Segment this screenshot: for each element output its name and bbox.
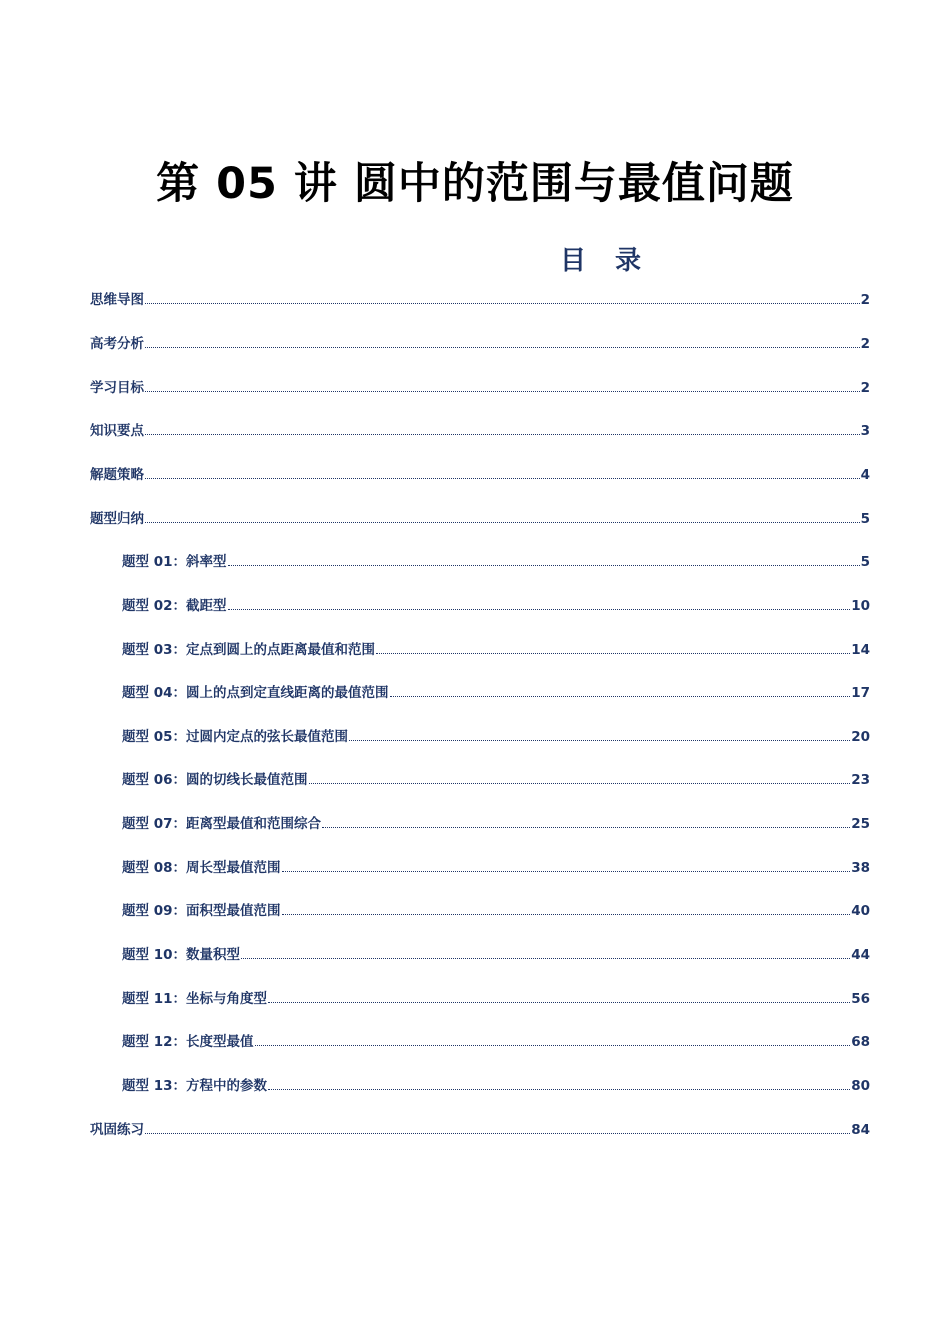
toc-entry-page: 44 bbox=[851, 947, 870, 963]
toc-entry-label: 巩固练习 bbox=[90, 1122, 144, 1138]
toc-entry-label: 思维导图 bbox=[90, 292, 144, 308]
toc-entry-label: 题型 02：截距型 bbox=[122, 598, 227, 614]
toc-entry-page: 2 bbox=[860, 336, 870, 352]
toc-entry-label: 题型 01：斜率型 bbox=[122, 554, 227, 570]
toc-leader bbox=[145, 303, 860, 304]
toc-entry-label: 学习目标 bbox=[90, 380, 144, 396]
toc-entry-label: 题型 10：数量积型 bbox=[122, 947, 240, 963]
toc-entry-page: 40 bbox=[851, 903, 870, 919]
toc-entry-page: 23 bbox=[851, 772, 870, 788]
toc-entry-exam-analysis[interactable] bbox=[90, 332, 870, 352]
toc-entry-strategies[interactable] bbox=[90, 463, 870, 483]
toc-entry-label: 解题策略 bbox=[90, 467, 144, 483]
toc-leader bbox=[268, 1002, 850, 1003]
toc-leader bbox=[145, 391, 860, 392]
toc-leader bbox=[282, 914, 851, 915]
toc-entry-type-12[interactable] bbox=[122, 1030, 870, 1050]
toc-entry-label: 题型 12：长度型最值 bbox=[122, 1034, 254, 1050]
toc-leader bbox=[228, 609, 851, 610]
toc-leader bbox=[145, 522, 860, 523]
toc-leader bbox=[228, 565, 860, 566]
toc-leader bbox=[255, 1045, 851, 1046]
toc-entry-label: 题型 13：方程中的参数 bbox=[122, 1078, 267, 1094]
toc-entry-type-01[interactable] bbox=[122, 550, 870, 570]
toc-entry-page: 84 bbox=[851, 1122, 870, 1138]
toc-entry-label: 题型 08：周长型最值范围 bbox=[122, 860, 281, 876]
toc-leader bbox=[390, 696, 851, 697]
toc-leader bbox=[241, 958, 850, 959]
toc-entry-page: 25 bbox=[851, 816, 870, 832]
toc-leader bbox=[145, 1133, 850, 1134]
toc-leader bbox=[145, 434, 860, 435]
toc-entry-type-05[interactable] bbox=[122, 725, 870, 745]
toc-leader bbox=[349, 740, 850, 741]
toc-entry-label: 题型 09：面积型最值范围 bbox=[122, 903, 281, 919]
toc-entry-label: 题型归纳 bbox=[90, 511, 144, 527]
toc-entry-type-02[interactable] bbox=[122, 594, 870, 614]
toc-entry-type-08[interactable] bbox=[122, 856, 870, 876]
toc-entry-page: 2 bbox=[860, 292, 870, 308]
toc-entry-label: 题型 07：距离型最值和范围综合 bbox=[122, 816, 321, 832]
toc-entry-problem-types[interactable] bbox=[90, 507, 870, 527]
toc-entry-page: 3 bbox=[860, 423, 870, 439]
page-title: 第 05 讲 圆中的范围与最值问题 bbox=[156, 159, 794, 209]
toc-entry-page: 5 bbox=[860, 511, 870, 527]
toc-entry-label: 题型 06：圆的切线长最值范围 bbox=[122, 772, 308, 788]
toc-entry-type-09[interactable] bbox=[122, 899, 870, 919]
toc-entry-page: 80 bbox=[851, 1078, 870, 1094]
toc-entry-page: 38 bbox=[851, 860, 870, 876]
toc-entry-type-10[interactable] bbox=[122, 943, 870, 963]
toc-entry-label: 知识要点 bbox=[90, 423, 144, 439]
toc-leader bbox=[322, 827, 850, 828]
toc-heading: 目 录 bbox=[560, 246, 652, 276]
toc-entry-type-13[interactable] bbox=[122, 1074, 870, 1094]
toc-entry-label: 高考分析 bbox=[90, 336, 144, 352]
toc-entry-label: 题型 05：过圆内定点的弦长最值范围 bbox=[122, 729, 348, 745]
toc-entry-page: 2 bbox=[860, 380, 870, 396]
toc-entry-page: 17 bbox=[851, 685, 870, 701]
toc-leader bbox=[309, 783, 851, 784]
toc-entry-label: 题型 04：圆上的点到定直线距离的最值范围 bbox=[122, 685, 389, 701]
toc-entry-type-04[interactable] bbox=[122, 681, 870, 701]
toc-entry-type-11[interactable] bbox=[122, 987, 870, 1007]
toc-entry-mind-map[interactable] bbox=[90, 288, 870, 308]
toc-entry-page: 5 bbox=[860, 554, 870, 570]
toc-entry-type-07[interactable] bbox=[122, 812, 870, 832]
toc-entry-label: 题型 03：定点到圆上的点距离最值和范围 bbox=[122, 642, 375, 658]
toc-entry-type-03[interactable] bbox=[122, 638, 870, 658]
toc-leader bbox=[145, 347, 860, 348]
toc-leader bbox=[268, 1089, 850, 1090]
toc-entry-page: 20 bbox=[851, 729, 870, 745]
toc-leader bbox=[282, 871, 851, 872]
toc-entry-practice[interactable] bbox=[90, 1118, 870, 1138]
toc-entry-page: 10 bbox=[851, 598, 870, 614]
toc-entry-page: 56 bbox=[851, 991, 870, 1007]
toc-entry-page: 4 bbox=[860, 467, 870, 483]
toc-entry-label: 题型 11：坐标与角度型 bbox=[122, 991, 267, 1007]
toc-leader bbox=[145, 478, 860, 479]
toc-entry-page: 14 bbox=[851, 642, 870, 658]
toc-entry-key-points[interactable] bbox=[90, 419, 870, 439]
toc-leader bbox=[376, 653, 850, 654]
toc-entry-learning-goals[interactable] bbox=[90, 376, 870, 396]
toc-entry-page: 68 bbox=[851, 1034, 870, 1050]
toc-entry-type-06[interactable] bbox=[122, 768, 870, 788]
